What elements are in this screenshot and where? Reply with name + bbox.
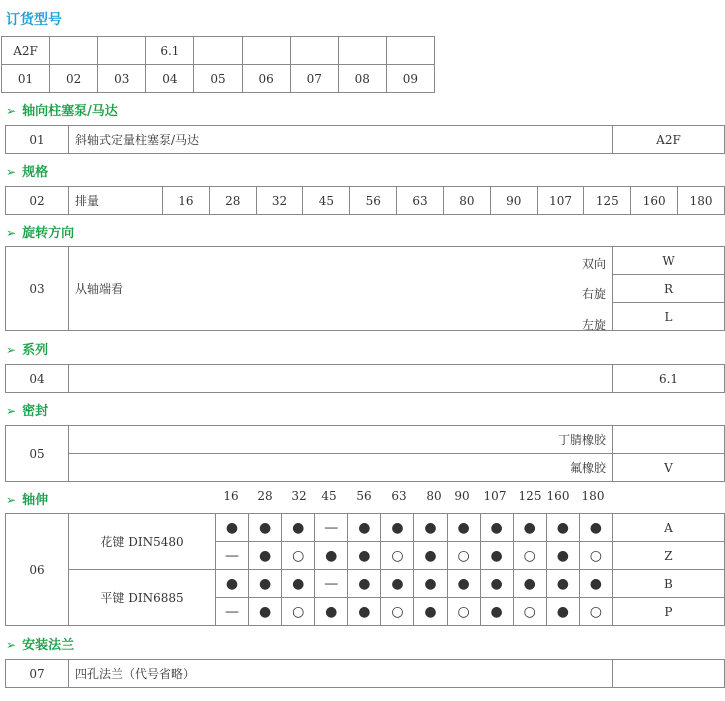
section-04-value: 6.1: [613, 365, 725, 393]
shaft-mark: ●: [249, 570, 282, 598]
order-code-value-02: [50, 37, 98, 65]
section-heading-06-text: 轴伸: [22, 493, 49, 508]
shaft-size-header-160: 160: [546, 489, 570, 503]
section-heading-01-text: 轴向柱塞泵/马达: [22, 104, 118, 119]
shaft-size-header-56: 56: [356, 489, 372, 503]
shaft-mark: ●: [513, 514, 546, 542]
shaft-code-z: Z: [612, 542, 724, 570]
shaft-mark: ●: [348, 514, 381, 542]
shaft-mark: ●: [414, 570, 447, 598]
shaft-mark: ●: [315, 598, 348, 626]
rotation-code-w: W: [613, 247, 725, 275]
section-heading-07: [6, 634, 74, 653]
section-heading-01: [6, 100, 118, 119]
order-code-pos-05: 05: [194, 65, 242, 93]
section-01-value: A2F: [613, 126, 725, 154]
order-code-value-06: [242, 37, 290, 65]
shaft-mark: ●: [480, 542, 513, 570]
shaft-mark: ●: [480, 514, 513, 542]
shaft-mark: ●: [348, 598, 381, 626]
shaft-code-a: A: [612, 514, 724, 542]
shaft-mark: —: [315, 570, 348, 598]
section-heading-05: [6, 400, 48, 419]
size-16: 16: [163, 187, 210, 215]
shaft-mark: ●: [216, 570, 249, 598]
shaft-mark: —: [216, 542, 249, 570]
size-45: 45: [303, 187, 350, 215]
section-06-code: 06: [6, 514, 69, 626]
shaft-mark: ●: [447, 514, 480, 542]
section-heading-05-text: 密封: [22, 404, 49, 419]
order-code-value-01: A2F: [2, 37, 50, 65]
shaft-mark: ●: [282, 514, 315, 542]
order-code-value-03: [98, 37, 146, 65]
size-80: 80: [443, 187, 490, 215]
size-32: 32: [256, 187, 303, 215]
rotation-name-left: 左旋: [581, 318, 606, 332]
section-02-label: 排量: [69, 187, 163, 215]
chevron-right-icon: ➢: [6, 404, 17, 418]
section-04-code: 04: [6, 365, 69, 393]
section-heading-07-text: 安装法兰: [22, 638, 75, 653]
shaft-size-header-16: 16: [223, 489, 239, 503]
size-160: 160: [631, 187, 678, 215]
shaft-size-header-107: 107: [483, 489, 507, 503]
shaft-mark: ○: [513, 598, 546, 626]
seal-code-nbr: [613, 426, 725, 454]
section-heading-04-text: 系列: [22, 343, 49, 358]
shaft-size-header-90: 90: [454, 489, 470, 503]
shaft-mark: —: [216, 598, 249, 626]
seal-code-fkm: V: [613, 454, 725, 482]
shaft-mark: ●: [381, 570, 414, 598]
size-28: 28: [209, 187, 256, 215]
shaft-mark: ●: [546, 542, 579, 570]
order-code-table: [1, 36, 435, 93]
order-code-pos-07: 07: [290, 65, 338, 93]
shaft-mark: ●: [579, 570, 612, 598]
order-code-pos-01: 01: [2, 65, 50, 93]
section-07-code: 07: [6, 660, 69, 688]
order-code-value-08: [338, 37, 386, 65]
shaft-size-header-63: 63: [391, 489, 407, 503]
section-01-table: [5, 125, 725, 154]
section-05-code: 05: [6, 426, 69, 482]
section-07-value: [613, 660, 725, 688]
size-180: 180: [678, 187, 725, 215]
order-code-value-05: [194, 37, 242, 65]
order-code-pos-02: 02: [50, 65, 98, 93]
order-code-value-04: 6.1: [146, 37, 194, 65]
chevron-right-icon: ➢: [6, 343, 17, 357]
shaft-size-header-32: 32: [291, 489, 307, 503]
shaft-mark: ○: [579, 598, 612, 626]
shaft-mark: ○: [513, 542, 546, 570]
shaft-group-spline-label: 花键 DIN5480: [69, 514, 216, 570]
shaft-mark: ○: [579, 542, 612, 570]
section-03-label: 从轴端看: [69, 247, 613, 331]
section-04-table: [5, 364, 725, 393]
seal-name-nbr: 丁腈橡胶: [69, 426, 613, 454]
shaft-mark: ○: [381, 598, 414, 626]
size-56: 56: [350, 187, 397, 215]
shaft-mark: ●: [447, 570, 480, 598]
shaft-mark: ●: [546, 514, 579, 542]
shaft-mark: ●: [480, 598, 513, 626]
shaft-mark: —: [315, 514, 348, 542]
shaft-mark: ●: [414, 542, 447, 570]
size-125: 125: [584, 187, 631, 215]
chevron-right-icon: ➢: [6, 493, 17, 507]
section-07-table: [5, 659, 725, 688]
shaft-code-b: B: [612, 570, 724, 598]
section-heading-03: [6, 222, 74, 241]
section-02-table: [5, 186, 725, 215]
section-05-table: [5, 425, 725, 482]
size-107: 107: [537, 187, 584, 215]
shaft-code-p: P: [612, 598, 724, 626]
shaft-mark: ●: [282, 570, 315, 598]
chevron-right-icon: ➢: [6, 226, 17, 240]
size-90: 90: [490, 187, 537, 215]
section-04-blank: [69, 365, 613, 393]
shaft-mark: ○: [447, 542, 480, 570]
section-01-label: 斜轴式定量柱塞泵/马达: [69, 126, 613, 154]
order-code-pos-03: 03: [98, 65, 146, 93]
shaft-size-header-125: 125: [518, 489, 542, 503]
order-code-pos-06: 06: [242, 65, 290, 93]
shaft-mark: ○: [282, 598, 315, 626]
section-02-code: 02: [6, 187, 69, 215]
shaft-mark: ○: [447, 598, 480, 626]
shaft-mark: ●: [414, 598, 447, 626]
rotation-name-right: 右旋: [581, 287, 606, 301]
shaft-mark: ●: [546, 570, 579, 598]
rotation-name-bidirectional: 双向: [581, 257, 606, 271]
shaft-mark: ●: [249, 542, 282, 570]
section-01-code: 01: [6, 126, 69, 154]
shaft-mark: ●: [348, 570, 381, 598]
shaft-mark: ●: [315, 542, 348, 570]
shaft-mark: ●: [513, 570, 546, 598]
shaft-mark: ●: [414, 514, 447, 542]
order-code-value-09: [386, 37, 434, 65]
order-code-pos-04: 04: [146, 65, 194, 93]
section-heading-06: [6, 489, 48, 508]
shaft-mark: ○: [282, 542, 315, 570]
shaft-size-header-80: 80: [426, 489, 442, 503]
rotation-code-r: R: [613, 275, 725, 303]
shaft-mark: ○: [381, 542, 414, 570]
order-code-pos-08: 08: [338, 65, 386, 93]
section-07-label: 四孔法兰（代号省略）: [69, 660, 613, 688]
section-06-table: [5, 513, 725, 626]
shaft-mark: ●: [216, 514, 249, 542]
section-heading-02-text: 规格: [22, 165, 49, 180]
seal-name-fkm: 氟橡胶: [69, 454, 613, 482]
shaft-size-header-28: 28: [257, 489, 273, 503]
rotation-code-l: L: [613, 303, 725, 331]
shaft-size-header-180: 180: [581, 489, 605, 503]
shaft-group-key-label: 平键 DIN6885: [69, 570, 216, 626]
section-03-code: 03: [6, 247, 69, 331]
section-heading-03-text: 旋转方向: [22, 226, 75, 241]
shaft-mark: ●: [381, 514, 414, 542]
section-heading-04: [6, 339, 48, 358]
shaft-mark: ●: [249, 514, 282, 542]
shaft-mark: ●: [579, 514, 612, 542]
shaft-mark: ●: [480, 570, 513, 598]
shaft-mark: ●: [546, 598, 579, 626]
chevron-right-icon: ➢: [6, 104, 17, 118]
shaft-mark: ●: [249, 598, 282, 626]
shaft-size-header-45: 45: [321, 489, 337, 503]
page-title: 订货型号: [6, 12, 62, 28]
section-03-table: [5, 246, 725, 331]
chevron-right-icon: ➢: [6, 638, 17, 652]
shaft-mark: ●: [348, 542, 381, 570]
size-63: 63: [397, 187, 444, 215]
chevron-right-icon: ➢: [6, 165, 17, 179]
section-heading-02: [6, 161, 48, 180]
order-code-value-07: [290, 37, 338, 65]
order-code-pos-09: 09: [386, 65, 434, 93]
